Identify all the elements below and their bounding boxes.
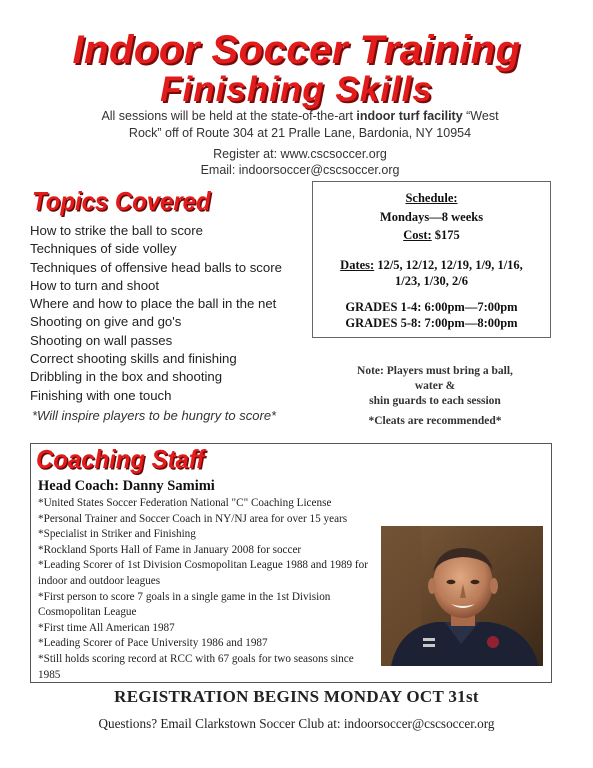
coach-photo-illustration — [381, 526, 543, 666]
register-link[interactable]: Register at: www.cscsoccer.org — [213, 147, 387, 161]
schedule-grades-5-8: GRADES 5-8: 7:00pm—8:00pm — [345, 316, 518, 330]
schedule-grades-1-4: GRADES 1-4: 6:00pm—7:00pm — [345, 300, 518, 314]
topics-heading: Topics Covered — [32, 186, 211, 216]
note-line1: Note: Players must bring a ball, — [357, 365, 513, 377]
topics-tagline: *Will inspire players to be hungry to score* — [32, 408, 277, 423]
note-line2: water & — [414, 380, 456, 392]
schedule-dates-cont: 1/23, 1/30, 2/6 — [395, 274, 468, 288]
registration-banner: REGISTRATION BEGINS MONDAY OCT 31st — [114, 687, 479, 706]
schedule-cost: Cost: $175 — [403, 228, 460, 242]
list-item: *Still holds scoring record at RCC with 67 goals for two seasons since 1985 — [38, 652, 354, 681]
staff-heading: Coaching Staff — [36, 444, 205, 474]
list-item: *United States Soccer Federation National "C" Coaching License — [38, 497, 332, 509]
intro-text: All sessions will be held at the state-of-the-art indoor turf facility “West Rock” off of Route 304 at 21 Pralle Lane, Bardonia, NY 10954 — [101, 109, 499, 140]
coach-credentials — [38, 496, 378, 683]
questions-contact: Questions? Email Clarkstown Soccer Club at: indoorsoccer@cscsoccer.org — [98, 716, 495, 731]
list-item: Techniques of offensive head balls to score — [30, 259, 282, 275]
coaching-staff-box — [30, 443, 552, 683]
list-item: *Rockland Sports Hall of Fame in January 2008 for soccer — [38, 543, 302, 556]
schedule-frequency: Mondays—8 weeks — [379, 210, 484, 224]
page-title: Indoor Soccer Training — [72, 28, 521, 72]
list-item: *First person to score 7 goals in a single game in the 1st Division Cosmopolitan League — [38, 590, 331, 619]
list-item: How to strike the ball to score — [30, 223, 203, 238]
list-item: Techniques of side volley — [30, 241, 177, 257]
list-item: Where and how to place the ball in the net — [30, 296, 277, 312]
list-item: *Leading Scorer of 1st Division Cosmopolitan League 1988 and 1989 for indoor and outdoor leagues — [38, 559, 368, 587]
list-item: Shooting on give and go's — [30, 314, 182, 330]
list-item: *First time All American 1987 — [38, 621, 175, 634]
schedule-box — [312, 181, 551, 338]
schedule-dates: Dates: 12/5, 12/12, 12/19, 1/9, 1/16, — [340, 258, 523, 272]
schedule-heading: Schedule: — [405, 191, 458, 205]
page-subtitle: Finishing Skills — [160, 70, 433, 109]
list-item: *Leading Scorer of Pace University 1986 and 1987 — [38, 637, 268, 650]
list-item: Shooting on wall passes — [30, 332, 173, 348]
note-line3: shin guards to each session — [369, 395, 501, 407]
coach-photo — [381, 526, 543, 666]
list-item: Finishing with one touch — [30, 387, 172, 403]
head-coach-name: Head Coach: Danny Samimi — [38, 478, 215, 494]
email-link[interactable]: Email: indoorsoccer@cscsoccer.org — [200, 163, 400, 177]
list-item: *Specialist in Striker and Finishing — [38, 528, 196, 541]
list-item: Correct shooting skills and finishing — [30, 351, 237, 367]
list-item: Dribbling in the box and shooting — [30, 369, 223, 385]
note-cleats: *Cleats are recommended* — [368, 415, 502, 427]
list-item: *Personal Trainer and Soccer Coach in NY/NJ area for over 15 years — [38, 512, 348, 525]
list-item: How to turn and shoot — [30, 277, 160, 293]
topics-list — [30, 222, 320, 405]
